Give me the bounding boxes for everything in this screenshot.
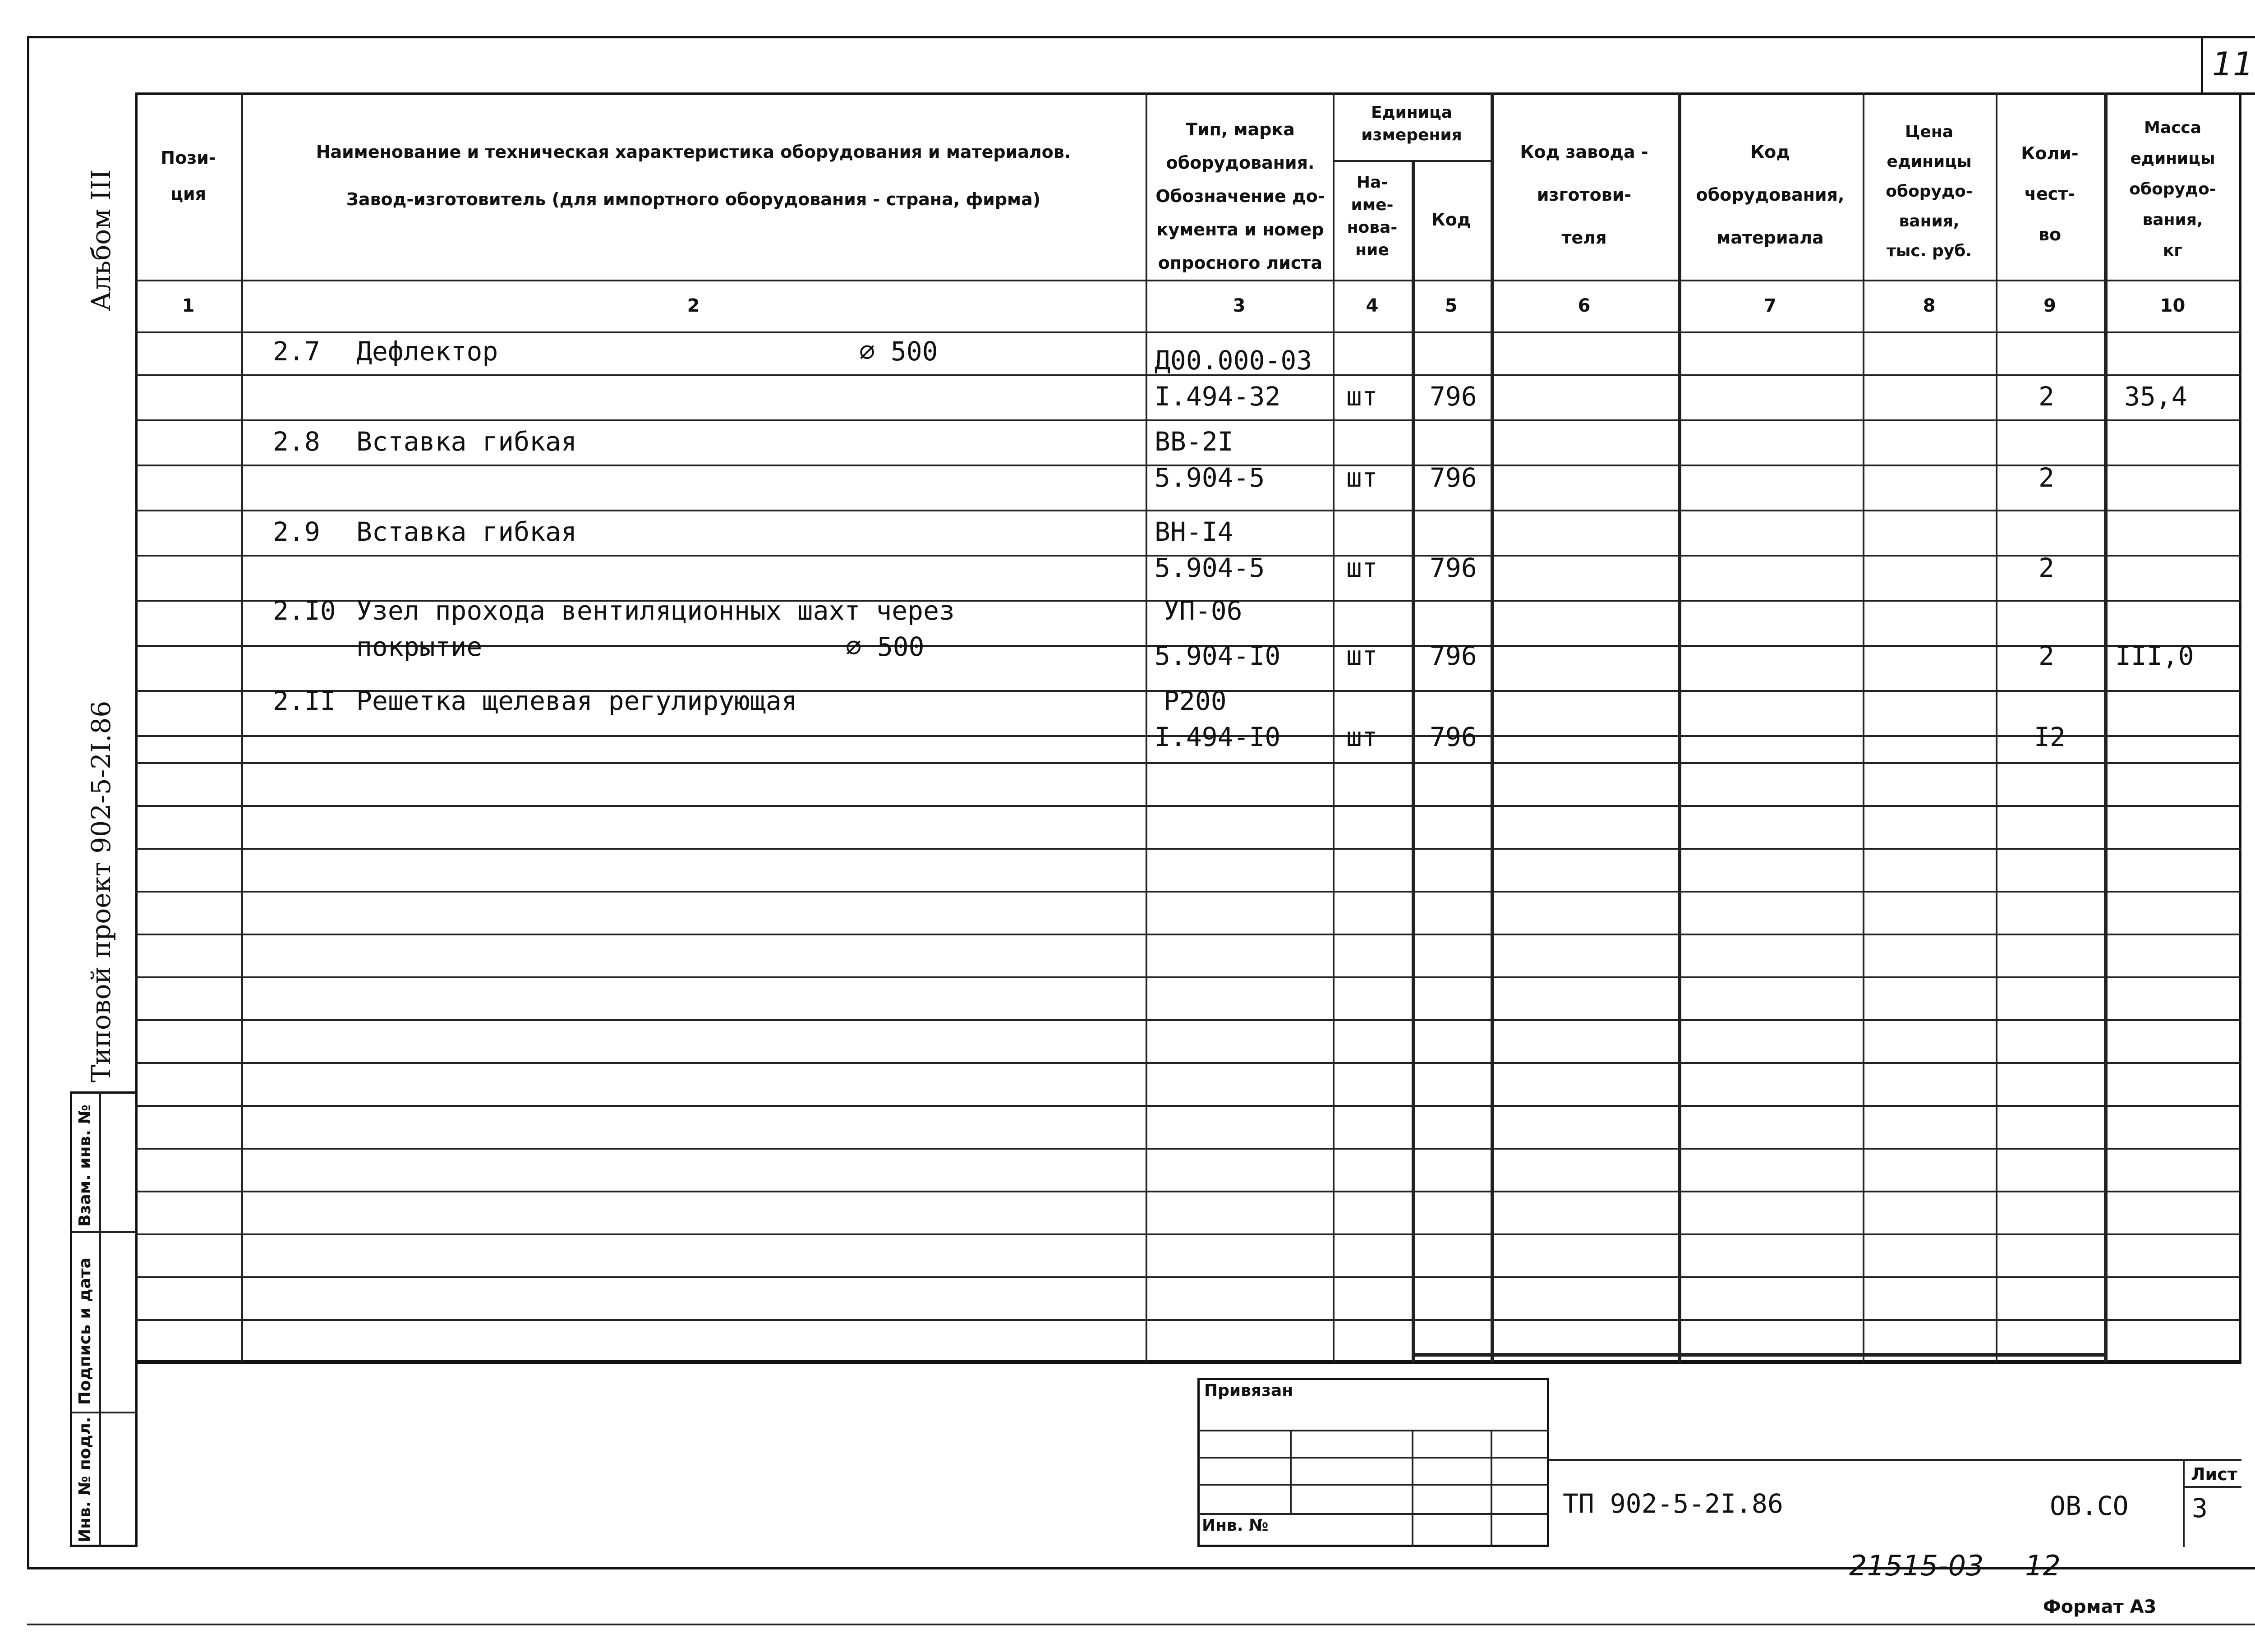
format-label: Формат А3 [2043,1597,2157,1617]
row-2.11-unit-code: 796 [1430,722,1477,752]
side-project-label: Типовой проект 902-5-2I.86 [86,700,116,1082]
table-row-line [135,762,2241,764]
row-2.8-position: 2.8 [273,426,320,457]
row-2.9-type: ВН-I4 [1155,516,1233,547]
privyazan-label: Привязан [1204,1381,1293,1400]
side-stamp-sep2 [70,1412,138,1413]
side-album-label: Альбом III [86,169,116,311]
table-row-line [135,848,2241,850]
col-line-9 [2104,92,2108,1362]
header-unit-group: Единица измерения [1361,103,1462,144]
row-2.10-mass: III,0 [2115,640,2194,671]
table-row-line [135,1191,2241,1192]
row-2.9-unit: шт [1346,552,1378,583]
designation-top-line [1549,1459,2241,1461]
table-row-line [135,419,2241,421]
row-2.8-unit-code: 796 [1430,462,1477,493]
row-2.8-quantity: 2 [2039,462,2054,493]
table-row-line [135,976,2241,978]
stamp-vzam-inv: Взам. инв. № [76,1104,94,1227]
privyazan-line1 [1197,1430,1549,1431]
row-2.7-type: Д00.000-03 [1155,345,1312,376]
row-2.7-document: I.494-32 [1155,381,1281,412]
col-line-7 [1863,92,1864,1362]
privyazan-line2 [1197,1457,1549,1459]
header-mass: Масса единицы оборудо- вания, кг [2129,119,2216,260]
row-2.11-position: 2.II [273,686,336,716]
table-row-line [135,1319,2241,1321]
table-row-line [135,805,2241,807]
row-2.10-unit-code: 796 [1430,640,1477,671]
row-2.11-unit: шт [1346,722,1378,752]
col-number-5: 5 [1445,295,1458,316]
data-bottom-line [1412,1353,2104,1357]
numbers-bottom-line [135,331,2241,333]
table-row-line [135,934,2241,935]
row-2.7-quantity: 2 [2039,381,2054,412]
row-2.7-mass: 35,4 [2124,381,2187,412]
col-number-8: 8 [1923,295,1936,316]
col-number-9: 9 [2043,295,2056,316]
col-number-7: 7 [1764,295,1776,316]
privyazan-vline2 [1412,1430,1413,1547]
col-line-2 [1146,92,1147,1362]
inv-no-label: Инв. № [1202,1516,1269,1535]
stamp-podpis-data: Подпись и дата [76,1257,94,1405]
row-2.11-type: Р200 [1164,686,1227,716]
row-2.10-type: УП-06 [1164,595,1243,626]
handwritten-page: 12 [2025,1549,2061,1582]
row-2.7-position: 2.7 [273,336,320,367]
table-row-line [135,1233,2241,1235]
row-2.7-unit: шт [1346,381,1378,412]
row-2.11-name: Решетка щелевая регулирующая [356,686,797,716]
header-quantity: Коли- чест- во [2021,143,2079,244]
designation-text: ТП 902-5-2I.86 [1563,1488,1783,1519]
col-line-4 [1412,160,1415,1362]
table-row-line [135,510,2241,511]
header-equipment-code: Код оборудования, материала [1696,142,1845,248]
table-row-line [135,1105,2241,1107]
table-row-line [135,891,2241,893]
col-line-3 [1333,92,1335,1362]
row-2.7-diameter: ∅ 500 [859,336,938,367]
header-name-line1: Наименование и техническая характеристика оборудования и материалов. [316,142,1071,162]
col-number-1: 1 [182,295,195,316]
table-row-line [135,1276,2241,1278]
col-line-6 [1678,92,1681,1362]
table-row-line [135,1019,2241,1021]
privyazan-line4 [1197,1513,1549,1515]
row-2.10-unit: шт [1346,640,1378,671]
col-number-6: 6 [1578,295,1591,316]
header-unit-code: Код [1431,210,1471,230]
col-number-3: 3 [1233,295,1246,316]
row-2.10-position: 2.I0 [273,595,336,626]
header-bottom-line [135,280,2241,281]
section-code: ОВ.СО [2050,1491,2129,1521]
col-line-5 [1491,92,1494,1362]
row-2.8-name: Вставка гибкая [356,426,577,457]
row-2.7-name: Дефлектор [356,336,498,367]
side-stamp-divider [99,1091,101,1547]
unit-group-line [1333,160,1491,162]
col-number-10: 10 [2160,295,2186,316]
header-factory-code: Код завода - изготови- теля [1520,142,1648,248]
title-block [135,1362,2241,1547]
sheet-number: 3 [2192,1493,2208,1523]
row-2.9-position: 2.9 [273,516,320,547]
privyazan-vline1 [1290,1430,1292,1513]
col-line-1 [241,92,243,1362]
table-row-line [135,1148,2241,1150]
table-row-line [135,1062,2241,1064]
corner-page-number: 11 [2212,45,2254,83]
row-2.8-document: 5.904-5 [1155,462,1265,493]
row-2.10-document: 5.904-I0 [1155,640,1281,671]
header-unit-name: На- име- нова- ние [1347,173,1398,259]
row-2.7-unit-code: 796 [1430,381,1477,412]
row-2.9-document: 5.904-5 [1155,552,1265,583]
row-2.8-unit: шт [1346,462,1378,493]
col-line-8 [1996,92,1997,1362]
handwritten-code: 21515-03 [1849,1549,1984,1582]
header-position: Пози- ция [161,148,216,204]
sheet-box-sep [2183,1486,2241,1488]
header-price: Цена единицы оборудо- вания, тыс. руб. [1886,123,1973,260]
sheet-box-line [2183,1459,2185,1547]
row-2.11-quantity: I2 [2034,722,2066,752]
row-2.8-type: ВВ-2I [1155,426,1233,457]
side-stamp-sep1 [70,1231,138,1233]
row-2.10-name: Узел прохода вентиляционных шахт через [356,595,955,626]
col-number-2: 2 [687,295,700,316]
header-name-line2: Завод-изготовитель (для импортного оборудования - страна, фирма) [346,189,1041,209]
bottom-rule [27,1624,2255,1625]
sheet-label: Лист [2191,1464,2237,1484]
row-2.9-quantity: 2 [2039,552,2054,583]
col-number-4: 4 [1366,295,1379,316]
row-2.10-diameter: ∅ 500 [846,631,925,662]
header-type: Тип, марка оборудования. Обозначение до- кумента и номер опросного листа [1155,120,1325,273]
row-2.10-name-cont: покрытие [356,631,483,662]
stamp-inv-podl: Инв. № подл. [76,1417,94,1542]
privyazan-vline3 [1491,1430,1492,1547]
row-2.10-quantity: 2 [2039,640,2054,671]
row-2.11-document: I.494-I0 [1155,722,1281,752]
row-2.9-name: Вставка гибкая [356,516,577,547]
row-2.9-unit-code: 796 [1430,552,1477,583]
privyazan-line3 [1197,1484,1549,1486]
